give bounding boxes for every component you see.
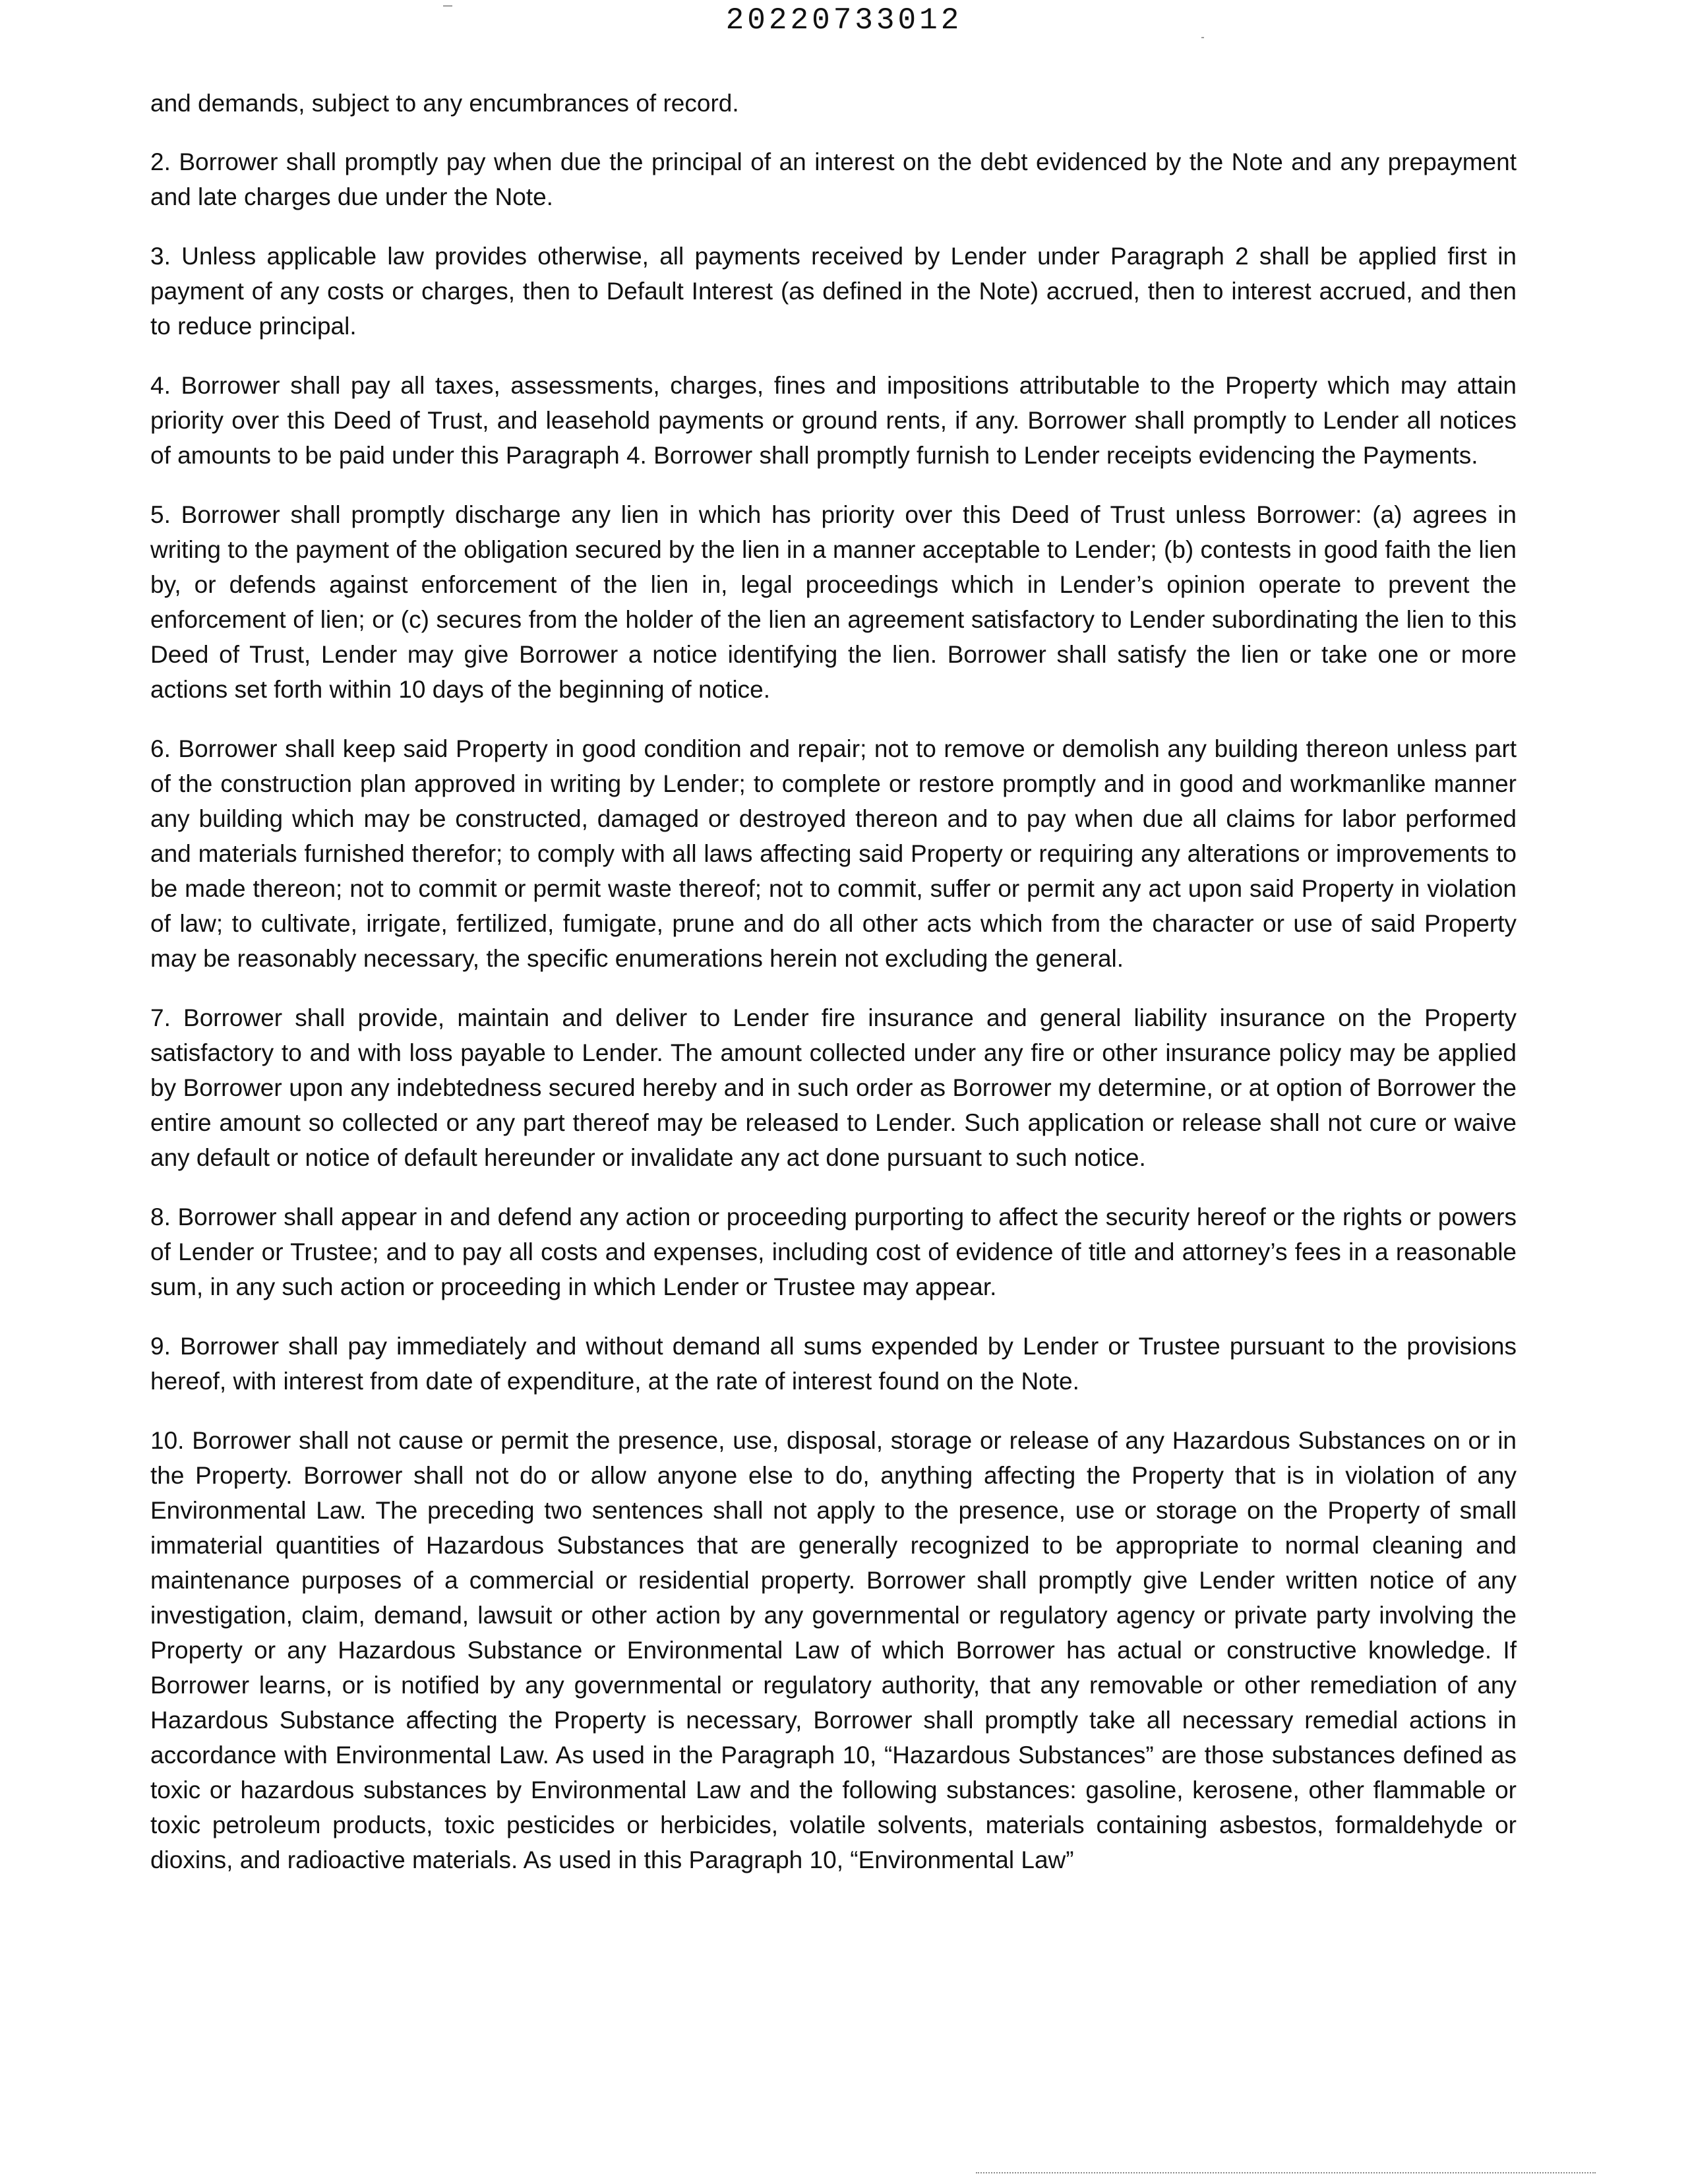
paragraph-5: 5. Borrower shall promptly discharge any lien in which has priority over this Deed of Trust unless Borrower: (a) agrees in writing to the payment of the obligation secured by the lien in a manner acceptable to Lender; (b) contests in good faith the lien by, or defends against enforcement of the lien in, legal proceedings which in Lender’s opinion operate to prevent the enforcement of lien; or (c) secures from the holder of the lien an agreement satisfactory to Lender subordinating the lien to this Deed of Trust, Lender may give Borrower a notice identifying the lien. Borrower shall satisfy the lien or take one or more actions set forth within 10 days of the beginning of notice. bbox=[150, 501, 1517, 703]
paragraph-4: 4. Borrower shall pay all taxes, assessments, charges, fines and impositions attributable to the Property which may attain priority over this Deed of Trust, and leasehold payments or ground rents, if any. Borrower shall promptly to Lender all notices of amounts to be paid under this Paragraph 4. Borrower shall promptly furnish to Lender receipts evidencing the Payments. bbox=[150, 372, 1517, 469]
paragraph-2: 2. Borrower shall promptly pay when due the principal of an interest on the debt evidenced by the Note and any prepayment and late charges due under the Note. bbox=[150, 148, 1517, 210]
scan-speck bbox=[1201, 37, 1204, 38]
paragraph-6: 6. Borrower shall keep said Property in good condition and repair; not to remove or demolish any building thereon unless part of the construction plan approved in writing by Lender; to complete or restore promptly and in good and workmanlike manner any building which may be constructed, damaged or destroyed thereon and to pay when due all claims for labor performed and materials furnished therefor; to comply with all laws affecting said Property or requiring any alterations or improvements to be made thereon; not to commit or permit waste thereof; not to commit, suffer or permit any act upon said Property in violation of law; to cultivate, irrigate, fertilized, fumigate, prune and do all other acts which from the character or use of said Property may be reasonably necessary, the specific enumerations herein not excluding the general. bbox=[150, 735, 1517, 972]
scan-footer-marks bbox=[976, 2167, 1596, 2173]
paragraph-3: 3. Unless applicable law provides otherwise, all payments received by Lender under Paragraph 2 shall be applied first in payment of any costs or charges, then to Default Interest (as defined in the Note) accrued, then to interest accrued, and then to reduce principal. bbox=[150, 243, 1517, 340]
paragraph-continuation: and demands, subject to any encumbrances of record. bbox=[150, 90, 739, 117]
recording-number: 20220733012 bbox=[725, 3, 963, 38]
paragraph-9: 9. Borrower shall pay immediately and without demand all sums expended by Lender or Trustee pursuant to the provisions hereof, with interest from date of expenditure, at the rate of interest found on the Note. bbox=[150, 1333, 1517, 1395]
scan-speck bbox=[443, 5, 452, 7]
document-body bbox=[150, 86, 1517, 1902]
paragraph-8: 8. Borrower shall appear in and defend any action or proceeding purporting to affect the security hereof or the rights or powers of Lender or Trustee; and to pay all costs and expenses, including cost of evidence of title and attorney’s fees in a reasonable sum, in any such action or proceeding in which Lender or Trustee may appear. bbox=[150, 1203, 1517, 1300]
paragraph-7: 7. Borrower shall provide, maintain and deliver to Lender fire insurance and general liability insurance on the Property satisfactory to and with loss payable to Lender. The amount collected under any fire or other insurance policy may be applied by Borrower upon any indebtedness secured hereby and in such order as Borrower my determine, or at option of Borrower the entire amount so collected or any part thereof may be released to Lender. Such application or release shall not cure or waive any default or notice of default hereunder or invalidate any act done pursuant to such notice. bbox=[150, 1004, 1517, 1171]
paragraph-10: 10. Borrower shall not cause or permit the presence, use, disposal, storage or release of any Hazardous Substances on or in the Property. Borrower shall not do or allow anyone else to do, anything affecting the Property that is in violation of any Environmental Law. The preceding two sentences shall not apply to the presence, use or storage on the Property of small immaterial quantities of Hazardous Substances that are generally recognized to be appropriate to normal cleaning and maintenance purposes of a commercial or residential property. Borrower shall promptly give Lender written notice of any investigation, claim, demand, lawsuit or other action by any governmental or regulatory agency or private party involving the Property or any Hazardous Substance or Environmental Law of which Borrower has actual or constructive knowledge. If Borrower learns, or is notified by any governmental or regulatory authority, that any removable or other remediation of any Hazardous Substance affecting the Property is necessary, Borrower shall promptly take all necessary remedial actions in accordance with Environmental Law. As used in the Paragraph 10, “Hazardous Substances” are those substances defined as toxic or hazardous substances by Environmental Law and the following substances: gasoline, kerosene, other flammable or toxic petroleum products, toxic pesticides or herbicides, volatile solvents, materials containing asbestos, formaldehyde or dioxins, and radioactive materials. As used in this Paragraph 10, “Environmental Law” bbox=[150, 1427, 1517, 1873]
